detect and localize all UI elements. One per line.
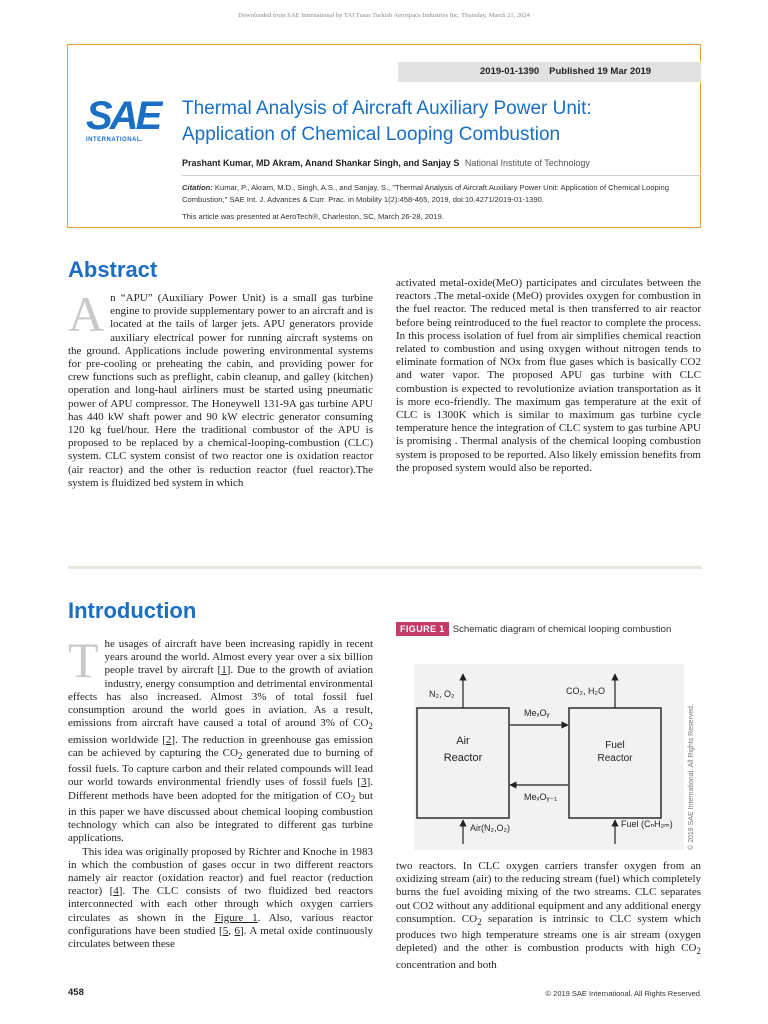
ref-link-4[interactable]: 4 [113,885,119,898]
intro-text: emission worldwide [ [68,733,166,746]
introduction-heading: Introduction [68,598,197,623]
paper-id-text [480,66,661,77]
meo-forward-label: MeₓOᵧ [524,708,550,718]
subscript: 2 [696,946,701,957]
figure-side-copyright-text: © 2019 SAE International. All Rights Reserved. [688,703,695,850]
paper-title [182,96,692,148]
figure-caption-text: Schematic diagram of chemical looping combustion [452,624,672,635]
intro-text: ]. Due to the growth of aviation industry, energy consumption and detrimental environmental effects has also increased. Almost 3% of total fossil fuel consumption around the world goes in aviation. As a result, emissions from aircraft have caused a total of around 3% of CO [68,664,373,730]
intro-text: ]. A metal oxide continuously circulates between these [68,924,373,951]
authors [182,158,590,168]
fuel-reactor-label-2: Reactor [597,753,633,764]
subscript: 2 [237,751,243,761]
introduction-right-column [396,860,701,972]
ref-link-6[interactable]: 6 [234,924,240,937]
air-inlet-label: Air(N₂,O₂) [470,823,510,833]
header-divider [182,175,701,176]
download-notice: Downloaded from SAE International by TAI Tusas Turkish Aerospace Industries Inc, Thursday, March 21, 2024 [238,12,530,19]
citation-label: Citation: [182,183,213,192]
figure-1-link[interactable]: Figure 1 [214,911,258,924]
ref-link-5[interactable]: 5 [222,924,229,937]
figure-caption [396,622,701,637]
ref-link-2[interactable]: 2 [165,733,172,746]
logo-word: SAE [86,94,160,138]
intro-text: ]. The CLC consists of two fluidized bed reactors interconnected with each other through which oxygen carriers circulates as shown in the [68,885,373,924]
author-names: Prashant Kumar, MD Akram, Anand Shankar Singh, and Sanjay S [182,158,460,168]
ref-link-1[interactable]: 1 [221,664,227,677]
intro-right-text: concentration and both [396,958,497,971]
citation [182,182,698,205]
sae-logo [86,94,160,143]
intro-text: ]. Different methods have been adopted for the mitigation of CO [68,776,373,802]
footer-copyright: © 2019 SAE International. All Rights Reserved. [545,989,702,998]
introduction-left-column [68,632,373,951]
fuel-outlet-label: CO₂, H₂O [566,686,605,696]
intro-text: he usages of aircraft have been increasing rapidly in recent years around the world. Almost every year over a six billion people travel by aircraft [ [104,638,373,677]
air-outlet-label: N₂, O₂ [429,689,455,699]
abstract-right-text: activated metal-oxide(MeO) participates and circulates between the reactors .The metal-oxide (MeO) provides oxygen for combustion in the fuel reactor. The reduced metal is then transferred to air reactor before being reintroduced to the fuel reactor to complete the process. In this process isolation of fuel from air simplifies chemical reaction related to combustion and using oxygen without nitrogen tends to eliminate formation of NOx from flue gases which is basically CO2 and water vapor. The proposed APU gas turbine with CLC combustion is expected to revolutionize aviation transportation as it is more eco-friendly. The maximum gas temperature at the exit of CLC is 1300K which is similar to maximum gas turbine cycle temperature hence the integration of CLC system to gas turbine APU is promising . Thermal analysis of the chemical looping combustion system is proposed to be reported. Also likely emission benefits from the proposed system would also be reported. [396,277,701,474]
meo-return-label: MeₓOᵧ₋₁ [524,792,558,802]
intro-right-text: separation is intrinsic to CLC system which produces two high temperature streams one is air stream (oxygen depleted) and the other is combustion products with high CO [396,912,701,955]
intro-text: generated due to burning of fossil fuels. To capture carbon and their related compounds will lead our world towards environmental friendly uses of fossil fuels [ [68,746,373,789]
clc-diagram [414,664,684,850]
intro-text: . Also, various reactor configurations have been studied [ [68,911,373,937]
affiliation: National Institute of Technology [464,158,590,168]
air-reactor-label-1: Air [456,735,470,747]
subscript: 2 [477,917,482,927]
air-reactor-label-2: Reactor [443,752,483,764]
ref-link-3[interactable]: 3 [361,776,367,789]
figure-tag: FIGURE 1 [396,622,449,636]
abstract-right-column [396,277,701,475]
page-number: 458 [68,987,84,998]
fuel-reactor-label-1: Fuel [605,740,625,751]
intro-text: ]. The reduction in greenhouse gas emission can be achieved by capturing the CO [68,733,373,759]
abstract-dropcap: A [68,286,105,342]
figure-side-copyright [688,703,700,850]
intro-text: but in this paper we have discussed about chemical looping combustion technology which can also be integrated to different gas turbine applications. [68,789,373,845]
logo-sub: INTERNATIONAL. [86,137,144,143]
paper-id: 2019-01-1390 [480,66,540,77]
abstract-heading: Abstract [68,257,158,282]
intro-right-text: two reactors. In CLC oxygen carriers transfer oxygen from an oxidizing stream (air) to the reducing stream (fuel) which completely burns the fuel avoiding mixing of the two streams. CLC separates out CO2 without any additional equipment and any additional energy consumption. CO [396,860,701,925]
title-line-1: Thermal Analysis of Aircraft Auxiliary Power Unit: [182,98,592,119]
published-date: Published 19 Mar 2019 [549,66,652,77]
abstract-left-column [68,286,373,490]
section-separator [68,566,702,569]
presented-note: This article was presented at AeroTech®, Charleston, SC, March 26-28, 2019. [182,212,444,221]
title-line-2: Application of Chemical Looping Combustion [182,124,561,145]
subscript: 2 [350,793,356,804]
fuel-inlet-label: Fuel (CₙH₂ₘ) [621,819,673,829]
abstract-left-text: n “APU” (Auxiliary Power Unit) is a small gas turbine engine to provide supplementary power to an aircraft and is located at the tails of larger jets. APU generators provide auxiliary electrical power for running aircraft systems on the ground. Applications include powering environmental systems for pre-cooling or preheating the cabin, and providing power for crew functions such as preflight, cabin cleanup, and galley (kitchen) operation and long-haul airliners must be started using pneumatic power of APU compressor. The Honeywell 131-9A gas turbine APU has 440 kW shaft power and 90 kW electric generator consuming 120 kg fuel/hour. Here the traditional combustor of the APU is proposed to be replaced by a chemical-looping-combustion (CLC) system. CLC system consist of two reactor one is oxidation reactor (air reactor) and the other is reduction reactor (fuel reactor).The system is fluidized bed system in which [68,292,373,489]
clc-diagram-svg [414,664,684,850]
intro-dropcap: T [68,632,99,688]
citation-text: Kumar, P., Akram, M.D., Singh, A.S., and Sanjay, S., "Thermal Analysis of Aircraft Auxiliary Power Unit: Application of Chemical Looping Combustion," SAE Int. J. Advances & Curr. Prac. in Mobility 1(2):458-465, 2019, doi:10.4271/2019-01-1390. [182,183,669,204]
intro-text: This idea was originally proposed by Richter and Knoche in 1983 in which the combustion of gases occur in two different reactors namely air reactor (oxidation reactor) and fuel reactor (reduction reactor) [ [68,845,373,898]
subscript: 2 [368,721,373,732]
intro-text: , [228,924,235,937]
